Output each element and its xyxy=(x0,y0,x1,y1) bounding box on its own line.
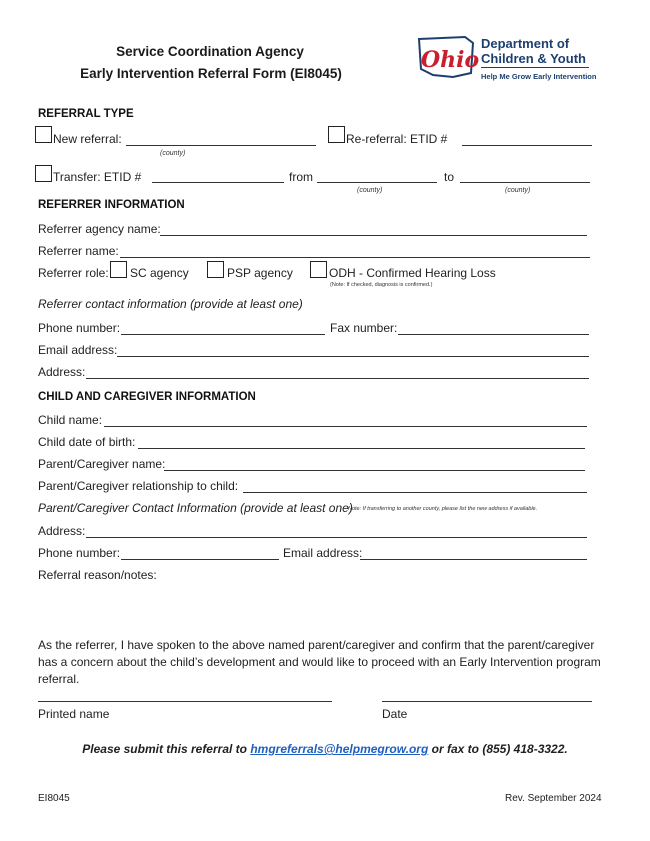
child-name-label: Child name: xyxy=(38,413,103,427)
new-referral-label: New referral: xyxy=(53,132,122,146)
ohio-logo-icon xyxy=(413,33,479,81)
logo-wordmark: Ohio xyxy=(421,47,479,73)
submit-instructions xyxy=(0,742,650,756)
child-dob-field[interactable] xyxy=(138,448,585,449)
parent-email-field[interactable] xyxy=(360,559,587,560)
referrer-agency-label: Referrer agency name: xyxy=(38,222,161,236)
logo-divider xyxy=(481,67,589,68)
referrer-fax-label: Fax number: xyxy=(330,321,398,335)
new-referral-checkbox[interactable] xyxy=(35,126,52,143)
transfer-to-county-field[interactable] xyxy=(460,182,590,183)
re-referral-checkbox[interactable] xyxy=(328,126,345,143)
relationship-field[interactable] xyxy=(243,492,587,493)
re-referral-label: Re-referral: ETID # xyxy=(346,132,448,146)
form-title-line1: Service Coordination Agency xyxy=(116,44,304,59)
printed-name-label: Printed name xyxy=(38,707,110,721)
dept-name xyxy=(481,36,586,66)
child-heading: CHILD AND CAREGIVER INFORMATION xyxy=(38,391,256,403)
dept-line2: Children & Youth xyxy=(481,51,586,66)
odh-note: (Note: If checked, diagnosis is confirmed.) xyxy=(330,282,433,288)
transfer-from-label: from xyxy=(289,170,313,184)
parent-contact-heading: Parent/Caregiver Contact Information (provide at least one) xyxy=(38,501,353,515)
referrer-heading: REFERRER INFORMATION xyxy=(38,199,185,211)
new-referral-county-field[interactable] xyxy=(126,145,316,146)
submit-email-link[interactable]: hmgreferrals@helpmegrow.org xyxy=(250,742,429,756)
referrer-name-field[interactable] xyxy=(120,257,590,258)
referrer-agency-field[interactable] xyxy=(160,235,587,236)
transfer-to-label: to xyxy=(444,170,455,184)
from-county-hint: (county) xyxy=(357,187,383,194)
referrer-phone-label: Phone number: xyxy=(38,321,121,335)
role-sc-checkbox[interactable] xyxy=(110,261,127,278)
child-dob-label: Child date of birth: xyxy=(38,435,136,449)
re-referral-etid-field[interactable] xyxy=(462,145,592,146)
dept-line1: Department of xyxy=(481,36,570,51)
child-name-field[interactable] xyxy=(104,426,587,427)
submit-suffix: or fax to (855) 418-3322. xyxy=(431,742,568,756)
printed-name-field[interactable] xyxy=(38,701,332,702)
attestation-line3: referral. xyxy=(38,672,80,686)
transfer-checkbox[interactable] xyxy=(35,165,52,182)
role-odh-label: ODH - Confirmed Hearing Loss xyxy=(329,266,496,280)
referrer-contact-heading: Referrer contact information (provide at least one) xyxy=(38,297,303,311)
referral-reason-label: Referral reason/notes: xyxy=(38,568,157,582)
relationship-label: Parent/Caregiver relationship to child: xyxy=(38,479,239,493)
date-field[interactable] xyxy=(382,701,592,702)
referrer-email-label: Email address: xyxy=(38,343,118,357)
date-label: Date xyxy=(382,707,408,721)
role-psp-label: PSP agency xyxy=(227,266,293,280)
transfer-etid-field[interactable] xyxy=(152,182,284,183)
parent-address-label: Address: xyxy=(38,524,86,538)
attestation-line1: As the referrer, I have spoken to the above named parent/caregiver and confirm that the parent/caregiver xyxy=(38,638,595,652)
transfer-from-county-field[interactable] xyxy=(317,182,437,183)
role-sc-label: SC agency xyxy=(130,266,189,280)
parent-phone-label: Phone number: xyxy=(38,546,121,560)
form-title-line2: Early Intervention Referral Form (EI8045) xyxy=(80,66,342,81)
attestation-line2: has a concern about the child’s development and would like to proceed with an Early Intervention program xyxy=(38,655,601,669)
parent-phone-field[interactable] xyxy=(121,559,279,560)
parent-contact-note: Note: If transferring to another county, please list the new address if available. xyxy=(348,506,538,512)
referrer-name-label: Referrer name: xyxy=(38,244,119,258)
referrer-address-label: Address: xyxy=(38,365,86,379)
parent-email-label: Email address: xyxy=(283,546,363,560)
referral-type-heading: REFERRAL TYPE xyxy=(38,108,134,120)
referrer-address-field[interactable] xyxy=(86,378,589,379)
logo-tagline: Help Me Grow Early Intervention xyxy=(481,72,597,81)
referrer-phone-field[interactable] xyxy=(121,334,325,335)
referrer-email-field[interactable] xyxy=(117,356,589,357)
parent-name-label: Parent/Caregiver name: xyxy=(38,457,166,471)
transfer-label: Transfer: ETID # xyxy=(53,170,142,184)
referrer-role-label: Referrer role: xyxy=(38,266,109,280)
parent-name-field[interactable] xyxy=(164,470,585,471)
county-hint: (county) xyxy=(160,150,186,157)
role-odh-checkbox[interactable] xyxy=(310,261,327,278)
referrer-fax-field[interactable] xyxy=(398,334,589,335)
footer-form-id: EI8045 xyxy=(38,793,70,804)
submit-prefix: Please submit this referral to xyxy=(82,742,247,756)
to-county-hint: (county) xyxy=(505,187,531,194)
parent-address-field[interactable] xyxy=(86,537,587,538)
referral-reason-field[interactable] xyxy=(38,584,588,624)
footer-revision: Rev. September 2024 xyxy=(505,793,602,804)
role-psp-checkbox[interactable] xyxy=(207,261,224,278)
